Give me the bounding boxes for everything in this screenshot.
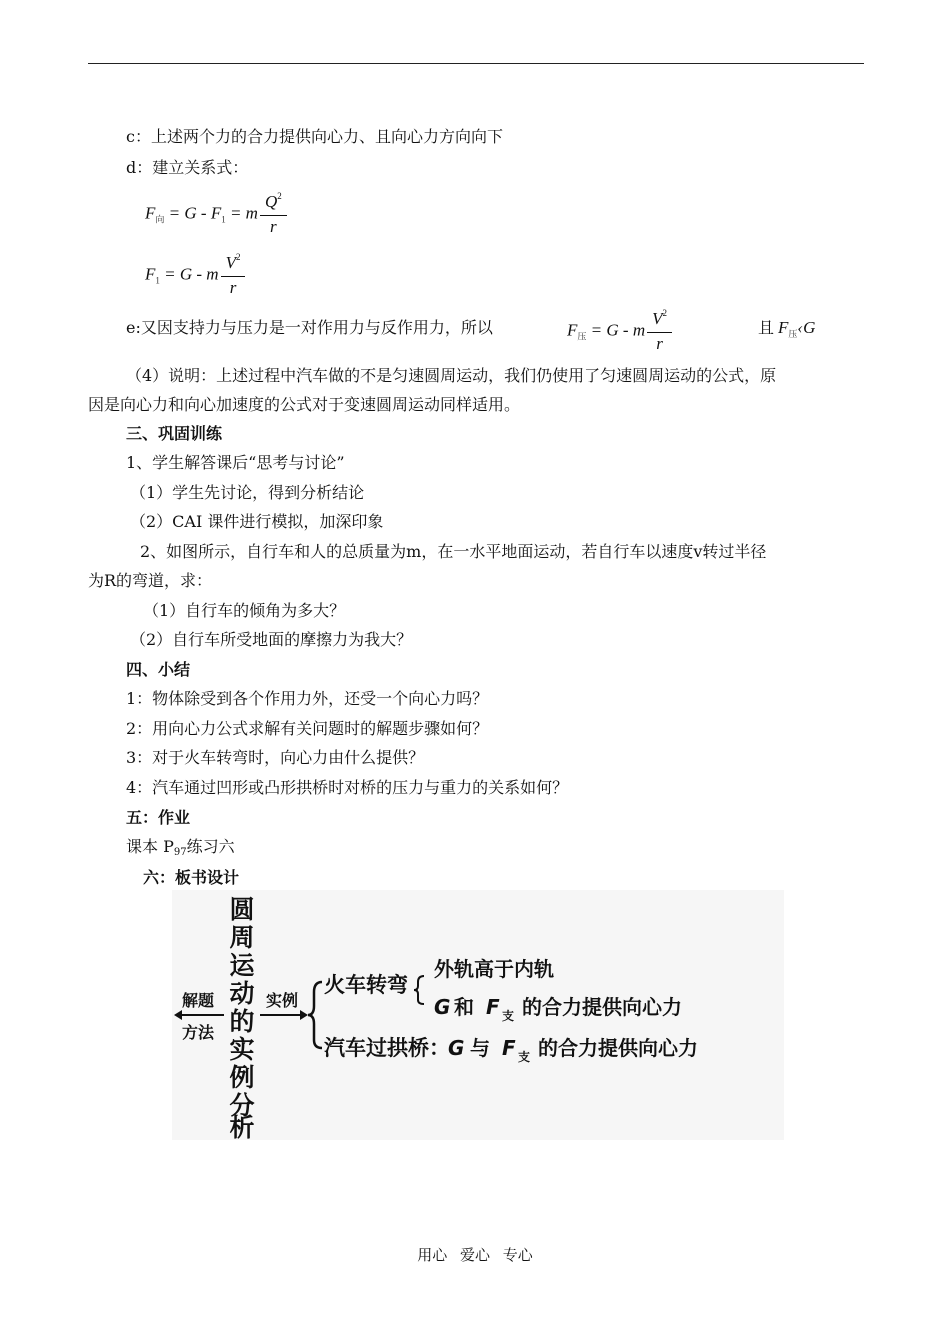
formula-2: $F_1 = G - m$ $\frac{V^2}{r}$: [145, 252, 245, 299]
method-label-bottom: 方法: [181, 1023, 215, 1042]
heading-homework: 五：作业: [126, 808, 191, 827]
practice-2b: （2）自行车所受地面的摩擦力为我大？: [130, 630, 413, 649]
car-sub: 支: [518, 1050, 531, 1064]
header-rule: [88, 63, 864, 64]
car-f: F: [502, 1036, 516, 1060]
formula-3: $F_压 = G - m$ $\frac{V^2}{r}$: [567, 308, 672, 355]
method-label-top: 解题: [181, 991, 215, 1010]
step-d: d：建立关系式：: [126, 158, 249, 177]
train-item-2-g: G: [434, 995, 451, 1019]
title-char-4: 动: [229, 979, 255, 1008]
step-c: c：上述两个力的合力提供向心力、且向心力方向向下: [126, 127, 503, 146]
summary-q1: 1：物体除受到各个作用力外，还受一个向心力吗？: [126, 689, 489, 708]
train-item-2-rest: 的合力提供向心力: [522, 995, 682, 1019]
train-turn-label: 火车转弯: [324, 973, 408, 997]
vertical-title: [229, 895, 255, 1140]
title-char-9: 析: [229, 1113, 255, 1140]
title-char-1: 圆: [229, 895, 255, 924]
step-e: e:又因支持力与压力是一对作用力与反作用力，所以: [126, 318, 493, 337]
formula-1: $F_向 = G - F_1 = m$ $\frac{Q^2}{r}$: [145, 191, 287, 238]
explanation-line-2: 因是向心力和向心加速度的公式对于变速圆周运动同样适用。: [88, 395, 521, 414]
practice-2a: （1）自行车的倾角为多大？: [143, 601, 346, 620]
car-row: [324, 1036, 698, 1064]
explanation-line-1: （4）说明：上述过程中汽车做的不是匀速圆周运动，我们仍使用了匀速圆周运动的公式，原: [126, 366, 777, 385]
heading-summary: 四、小结: [126, 660, 191, 679]
train-item-1: 外轨高于内轨: [434, 957, 554, 981]
summary-q4: 4：汽车通过凹形或凸形拱桥时对桥的压力与重力的关系如何？: [126, 778, 569, 797]
page-footer: 用心 爱心 专心: [417, 1246, 533, 1264]
summary-q2: 2：用向心力公式求解有关问题时的解题步骤如何？: [126, 719, 489, 738]
car-bridge-label: 汽车过拱桥：: [324, 1036, 450, 1060]
summary-q3: 3：对于火车转弯时，向心力由什么提供？: [126, 748, 425, 767]
train-item-2: [434, 995, 682, 1023]
practice-1a: （1）学生先讨论，得到分析结论: [130, 483, 365, 502]
train-brace: [414, 976, 424, 1004]
right-arrow-head: [300, 1010, 308, 1020]
left-arrow-head: [174, 1010, 182, 1020]
train-item-2-sub: 支: [502, 1009, 515, 1023]
car-rest: 的合力提供向心力: [538, 1036, 698, 1060]
title-char-7: 例: [229, 1063, 255, 1092]
title-char-3: 运: [229, 951, 255, 980]
title-char-5: 的: [229, 1007, 255, 1036]
step-e-and: 且: [758, 318, 775, 337]
title-char-8: 分: [229, 1091, 255, 1120]
board-design-diagram: [172, 890, 784, 1140]
example-label: 实例: [265, 991, 299, 1010]
practice-1: 1、学生解答课后“思考与讨论”: [126, 453, 345, 472]
title-char-2: 周: [229, 923, 255, 952]
car-g: G: [448, 1036, 465, 1060]
main-brace: [308, 982, 322, 1048]
formula-4: $F_压‹G$: [778, 318, 816, 339]
car-and: 与: [470, 1036, 490, 1060]
practice-2-line-2: 为R的弯道，求：: [88, 571, 213, 590]
train-item-2-f: F: [486, 995, 500, 1019]
practice-1b: （2）CAI 课件进行模拟，加深印象: [130, 512, 384, 531]
homework-text: 课本 P97练习六: [126, 837, 235, 858]
heading-board-design: 六：板书设计: [143, 868, 240, 887]
practice-2-line-1: 2、如图所示，自行车和人的总质量为m，在一水平地面运动，若自行车以速度v转过半径: [140, 542, 767, 561]
heading-consolidation: 三、巩固训练: [126, 424, 223, 443]
train-item-2-and: 和: [454, 995, 474, 1019]
title-char-6: 实: [229, 1035, 255, 1064]
